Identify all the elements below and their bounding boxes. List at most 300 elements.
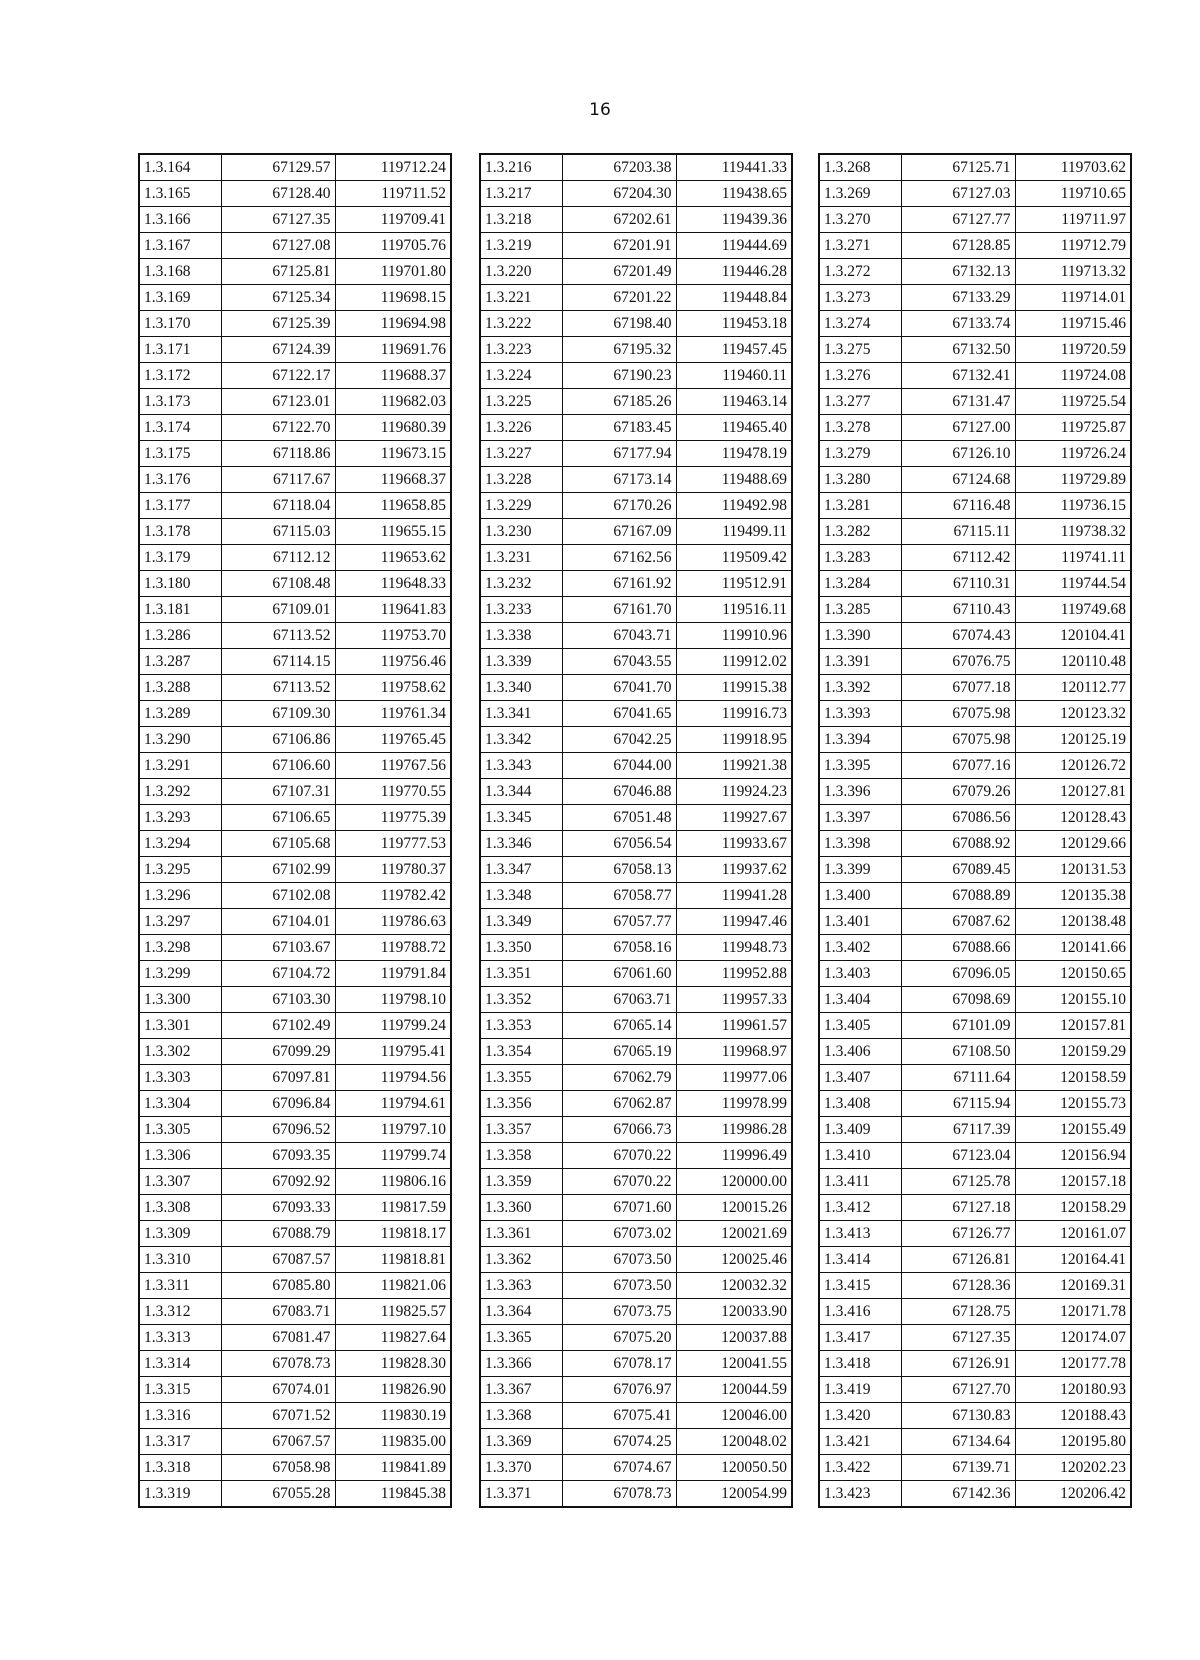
x-coordinate-cell: 67102.99 <box>221 857 335 883</box>
x-coordinate-cell: 67058.13 <box>562 857 676 883</box>
table-row <box>139 1117 451 1143</box>
y-coordinate-cell: 119828.30 <box>335 1351 451 1377</box>
y-coordinate-cell: 119797.10 <box>335 1117 451 1143</box>
y-coordinate-cell: 119444.69 <box>676 233 792 259</box>
x-coordinate-cell: 67074.25 <box>562 1429 676 1455</box>
table-row <box>819 649 1131 675</box>
table-row <box>819 1039 1131 1065</box>
point-id-cell: 1.3.289 <box>139 701 221 727</box>
table-row <box>480 311 792 337</box>
x-coordinate-cell: 67127.00 <box>901 415 1015 441</box>
y-coordinate-cell: 120174.07 <box>1015 1325 1131 1351</box>
table-row <box>480 909 792 935</box>
x-coordinate-cell: 67125.34 <box>221 285 335 311</box>
x-coordinate-cell: 67128.85 <box>901 233 1015 259</box>
table-row <box>819 311 1131 337</box>
y-coordinate-cell: 120158.59 <box>1015 1065 1131 1091</box>
table-row <box>139 909 451 935</box>
table-row <box>480 545 792 571</box>
point-id-cell: 1.3.226 <box>480 415 562 441</box>
y-coordinate-cell: 120128.43 <box>1015 805 1131 831</box>
table-row <box>480 987 792 1013</box>
point-id-cell: 1.3.315 <box>139 1377 221 1403</box>
y-coordinate-cell: 120021.69 <box>676 1221 792 1247</box>
y-coordinate-cell: 119941.28 <box>676 883 792 909</box>
table-row <box>819 1273 1131 1299</box>
point-id-cell: 1.3.304 <box>139 1091 221 1117</box>
y-coordinate-cell: 120188.43 <box>1015 1403 1131 1429</box>
y-coordinate-cell: 119488.69 <box>676 467 792 493</box>
table-row <box>819 805 1131 831</box>
y-coordinate-cell: 119492.98 <box>676 493 792 519</box>
table-row <box>480 935 792 961</box>
point-id-cell: 1.3.216 <box>480 154 562 181</box>
x-coordinate-cell: 67108.48 <box>221 571 335 597</box>
table-row <box>139 181 451 207</box>
point-id-cell: 1.3.170 <box>139 311 221 337</box>
x-coordinate-cell: 67058.16 <box>562 935 676 961</box>
point-id-cell: 1.3.318 <box>139 1455 221 1481</box>
y-coordinate-cell: 120157.18 <box>1015 1169 1131 1195</box>
y-coordinate-cell: 119841.89 <box>335 1455 451 1481</box>
table-row <box>139 961 451 987</box>
table-row <box>139 1403 451 1429</box>
x-coordinate-cell: 67185.26 <box>562 389 676 415</box>
point-id-cell: 1.3.366 <box>480 1351 562 1377</box>
y-coordinate-cell: 120156.94 <box>1015 1143 1131 1169</box>
x-coordinate-cell: 67106.60 <box>221 753 335 779</box>
x-coordinate-cell: 67074.43 <box>901 623 1015 649</box>
table-row <box>480 1039 792 1065</box>
x-coordinate-cell: 67104.01 <box>221 909 335 935</box>
x-coordinate-cell: 67088.79 <box>221 1221 335 1247</box>
point-id-cell: 1.3.164 <box>139 154 221 181</box>
x-coordinate-cell: 67075.98 <box>901 727 1015 753</box>
point-id-cell: 1.3.422 <box>819 1455 901 1481</box>
y-coordinate-cell: 119715.46 <box>1015 311 1131 337</box>
y-coordinate-cell: 119818.81 <box>335 1247 451 1273</box>
x-coordinate-cell: 67126.77 <box>901 1221 1015 1247</box>
y-coordinate-cell: 119653.62 <box>335 545 451 571</box>
y-coordinate-cell: 120171.78 <box>1015 1299 1131 1325</box>
table-row <box>139 675 451 701</box>
x-coordinate-cell: 67134.64 <box>901 1429 1015 1455</box>
point-id-cell: 1.3.294 <box>139 831 221 857</box>
point-id-cell: 1.3.292 <box>139 779 221 805</box>
y-coordinate-cell: 119701.80 <box>335 259 451 285</box>
x-coordinate-cell: 67195.32 <box>562 337 676 363</box>
y-coordinate-cell: 120112.77 <box>1015 675 1131 701</box>
y-coordinate-cell: 120015.26 <box>676 1195 792 1221</box>
table-row <box>819 753 1131 779</box>
point-id-cell: 1.3.231 <box>480 545 562 571</box>
x-coordinate-cell: 67088.89 <box>901 883 1015 909</box>
x-coordinate-cell: 67073.02 <box>562 1221 676 1247</box>
x-coordinate-cell: 67046.88 <box>562 779 676 805</box>
table-row <box>139 1091 451 1117</box>
x-coordinate-cell: 67062.87 <box>562 1091 676 1117</box>
y-coordinate-cell: 119463.14 <box>676 389 792 415</box>
y-coordinate-cell: 119705.76 <box>335 233 451 259</box>
x-coordinate-cell: 67051.48 <box>562 805 676 831</box>
y-coordinate-cell: 120157.81 <box>1015 1013 1131 1039</box>
point-id-cell: 1.3.168 <box>139 259 221 285</box>
x-coordinate-cell: 67115.94 <box>901 1091 1015 1117</box>
x-coordinate-cell: 67074.67 <box>562 1455 676 1481</box>
point-id-cell: 1.3.364 <box>480 1299 562 1325</box>
x-coordinate-cell: 67085.80 <box>221 1273 335 1299</box>
y-coordinate-cell: 119509.42 <box>676 545 792 571</box>
point-id-cell: 1.3.345 <box>480 805 562 831</box>
point-id-cell: 1.3.360 <box>480 1195 562 1221</box>
x-coordinate-cell: 67128.40 <box>221 181 335 207</box>
point-id-cell: 1.3.357 <box>480 1117 562 1143</box>
y-coordinate-cell: 119912.02 <box>676 649 792 675</box>
x-coordinate-cell: 67073.50 <box>562 1247 676 1273</box>
x-coordinate-cell: 67097.81 <box>221 1065 335 1091</box>
x-coordinate-cell: 67104.72 <box>221 961 335 987</box>
point-id-cell: 1.3.342 <box>480 727 562 753</box>
y-coordinate-cell: 120054.99 <box>676 1481 792 1508</box>
point-id-cell: 1.3.224 <box>480 363 562 389</box>
x-coordinate-cell: 67112.42 <box>901 545 1015 571</box>
y-coordinate-cell: 119698.15 <box>335 285 451 311</box>
point-id-cell: 1.3.398 <box>819 831 901 857</box>
table-row <box>480 1091 792 1117</box>
y-coordinate-cell: 119725.87 <box>1015 415 1131 441</box>
point-id-cell: 1.3.338 <box>480 623 562 649</box>
point-id-cell: 1.3.268 <box>819 154 901 181</box>
table-row <box>480 1117 792 1143</box>
y-coordinate-cell: 119795.41 <box>335 1039 451 1065</box>
point-id-cell: 1.3.339 <box>480 649 562 675</box>
point-id-cell: 1.3.407 <box>819 1065 901 1091</box>
y-coordinate-cell: 120000.00 <box>676 1169 792 1195</box>
point-id-cell: 1.3.228 <box>480 467 562 493</box>
table-row <box>139 389 451 415</box>
point-id-cell: 1.3.351 <box>480 961 562 987</box>
table-row <box>819 415 1131 441</box>
x-coordinate-cell: 67112.12 <box>221 545 335 571</box>
table-row <box>139 831 451 857</box>
x-coordinate-cell: 67077.16 <box>901 753 1015 779</box>
point-id-cell: 1.3.313 <box>139 1325 221 1351</box>
table-row <box>480 1325 792 1351</box>
table-row <box>480 415 792 441</box>
x-coordinate-cell: 67041.65 <box>562 701 676 727</box>
x-coordinate-cell: 67070.22 <box>562 1143 676 1169</box>
x-coordinate-cell: 67098.69 <box>901 987 1015 1013</box>
x-coordinate-cell: 67076.75 <box>901 649 1015 675</box>
table-row <box>480 154 792 181</box>
x-coordinate-cell: 67161.70 <box>562 597 676 623</box>
x-coordinate-cell: 67096.84 <box>221 1091 335 1117</box>
y-coordinate-cell: 119712.24 <box>335 154 451 181</box>
table-row <box>480 961 792 987</box>
y-coordinate-cell: 119927.67 <box>676 805 792 831</box>
x-coordinate-cell: 67077.18 <box>901 675 1015 701</box>
point-id-cell: 1.3.181 <box>139 597 221 623</box>
y-coordinate-cell: 119658.85 <box>335 493 451 519</box>
point-id-cell: 1.3.416 <box>819 1299 901 1325</box>
point-id-cell: 1.3.269 <box>819 181 901 207</box>
y-coordinate-cell: 120177.78 <box>1015 1351 1131 1377</box>
point-id-cell: 1.3.350 <box>480 935 562 961</box>
y-coordinate-cell: 120126.72 <box>1015 753 1131 779</box>
y-coordinate-cell: 120138.48 <box>1015 909 1131 935</box>
point-id-cell: 1.3.217 <box>480 181 562 207</box>
y-coordinate-cell: 119977.06 <box>676 1065 792 1091</box>
point-id-cell: 1.3.171 <box>139 337 221 363</box>
point-id-cell: 1.3.230 <box>480 519 562 545</box>
table-row <box>819 1013 1131 1039</box>
table-row <box>819 233 1131 259</box>
point-id-cell: 1.3.405 <box>819 1013 901 1039</box>
point-id-cell: 1.3.348 <box>480 883 562 909</box>
x-coordinate-cell: 67123.04 <box>901 1143 1015 1169</box>
table-row <box>139 779 451 805</box>
table-row <box>819 987 1131 1013</box>
table-row <box>819 727 1131 753</box>
x-coordinate-cell: 67087.57 <box>221 1247 335 1273</box>
table-row <box>819 467 1131 493</box>
table-row <box>139 1221 451 1247</box>
y-coordinate-cell: 120044.59 <box>676 1377 792 1403</box>
point-id-cell: 1.3.319 <box>139 1481 221 1508</box>
point-id-cell: 1.3.314 <box>139 1351 221 1377</box>
point-id-cell: 1.3.290 <box>139 727 221 753</box>
table-row <box>139 935 451 961</box>
point-id-cell: 1.3.307 <box>139 1169 221 1195</box>
x-coordinate-cell: 67087.62 <box>901 909 1015 935</box>
point-id-cell: 1.3.272 <box>819 259 901 285</box>
y-coordinate-cell: 119741.11 <box>1015 545 1131 571</box>
x-coordinate-cell: 67110.31 <box>901 571 1015 597</box>
x-coordinate-cell: 67073.50 <box>562 1273 676 1299</box>
y-coordinate-cell: 119826.90 <box>335 1377 451 1403</box>
y-coordinate-cell: 120104.41 <box>1015 623 1131 649</box>
table-row <box>480 805 792 831</box>
table-row <box>819 1247 1131 1273</box>
y-coordinate-cell: 119916.73 <box>676 701 792 727</box>
point-id-cell: 1.3.284 <box>819 571 901 597</box>
x-coordinate-cell: 67127.35 <box>221 207 335 233</box>
point-id-cell: 1.3.281 <box>819 493 901 519</box>
point-id-cell: 1.3.346 <box>480 831 562 857</box>
table-row <box>480 1377 792 1403</box>
point-id-cell: 1.3.419 <box>819 1377 901 1403</box>
point-id-cell: 1.3.271 <box>819 233 901 259</box>
y-coordinate-cell: 119818.17 <box>335 1221 451 1247</box>
point-id-cell: 1.3.177 <box>139 493 221 519</box>
y-coordinate-cell: 119761.34 <box>335 701 451 727</box>
y-coordinate-cell: 120129.66 <box>1015 831 1131 857</box>
y-coordinate-cell: 119937.62 <box>676 857 792 883</box>
table-row <box>819 675 1131 701</box>
y-coordinate-cell: 119655.15 <box>335 519 451 545</box>
point-id-cell: 1.3.276 <box>819 363 901 389</box>
table-row <box>139 1273 451 1299</box>
x-coordinate-cell: 67071.52 <box>221 1403 335 1429</box>
table-row <box>480 441 792 467</box>
y-coordinate-cell: 119952.88 <box>676 961 792 987</box>
point-id-cell: 1.3.414 <box>819 1247 901 1273</box>
y-coordinate-cell: 119918.95 <box>676 727 792 753</box>
table-row <box>139 1247 451 1273</box>
y-coordinate-cell: 119744.54 <box>1015 571 1131 597</box>
x-coordinate-cell: 67125.78 <box>901 1169 1015 1195</box>
x-coordinate-cell: 67161.92 <box>562 571 676 597</box>
point-id-cell: 1.3.410 <box>819 1143 901 1169</box>
table-row <box>819 1299 1131 1325</box>
x-coordinate-cell: 67127.08 <box>221 233 335 259</box>
point-id-cell: 1.3.282 <box>819 519 901 545</box>
x-coordinate-cell: 67113.52 <box>221 675 335 701</box>
y-coordinate-cell: 119817.59 <box>335 1195 451 1221</box>
point-id-cell: 1.3.287 <box>139 649 221 675</box>
point-id-cell: 1.3.233 <box>480 597 562 623</box>
x-coordinate-cell: 67111.64 <box>901 1065 1015 1091</box>
x-coordinate-cell: 67107.31 <box>221 779 335 805</box>
y-coordinate-cell: 119791.84 <box>335 961 451 987</box>
y-coordinate-cell: 119720.59 <box>1015 337 1131 363</box>
x-coordinate-cell: 67127.18 <box>901 1195 1015 1221</box>
x-coordinate-cell: 67133.74 <box>901 311 1015 337</box>
y-coordinate-cell: 119788.72 <box>335 935 451 961</box>
point-id-cell: 1.3.169 <box>139 285 221 311</box>
y-coordinate-cell: 119825.57 <box>335 1299 451 1325</box>
point-id-cell: 1.3.295 <box>139 857 221 883</box>
y-coordinate-cell: 119713.32 <box>1015 259 1131 285</box>
x-coordinate-cell: 67132.50 <box>901 337 1015 363</box>
table-row <box>819 1325 1131 1351</box>
y-coordinate-cell: 120032.32 <box>676 1273 792 1299</box>
table-row <box>819 1065 1131 1091</box>
table-row <box>480 1273 792 1299</box>
table-row <box>139 701 451 727</box>
x-coordinate-cell: 67061.60 <box>562 961 676 987</box>
x-coordinate-cell: 67129.57 <box>221 154 335 181</box>
y-coordinate-cell: 119710.65 <box>1015 181 1131 207</box>
table-row <box>139 1143 451 1169</box>
y-coordinate-cell: 119714.01 <box>1015 285 1131 311</box>
y-coordinate-cell: 119777.53 <box>335 831 451 857</box>
x-coordinate-cell: 67132.41 <box>901 363 1015 389</box>
y-coordinate-cell: 119465.40 <box>676 415 792 441</box>
y-coordinate-cell: 120206.42 <box>1015 1481 1131 1508</box>
y-coordinate-cell: 119448.84 <box>676 285 792 311</box>
table-row <box>819 883 1131 909</box>
x-coordinate-cell: 67062.79 <box>562 1065 676 1091</box>
y-coordinate-cell: 120180.93 <box>1015 1377 1131 1403</box>
point-id-cell: 1.3.291 <box>139 753 221 779</box>
point-id-cell: 1.3.223 <box>480 337 562 363</box>
table-row <box>819 519 1131 545</box>
y-coordinate-cell: 119821.06 <box>335 1273 451 1299</box>
x-coordinate-cell: 67063.71 <box>562 987 676 1013</box>
point-id-cell: 1.3.286 <box>139 623 221 649</box>
x-coordinate-cell: 67055.28 <box>221 1481 335 1508</box>
y-coordinate-cell: 120155.10 <box>1015 987 1131 1013</box>
table-row <box>819 571 1131 597</box>
table-row <box>139 337 451 363</box>
table-row <box>819 285 1131 311</box>
y-coordinate-cell: 119758.62 <box>335 675 451 701</box>
x-coordinate-cell: 67108.50 <box>901 1039 1015 1065</box>
x-coordinate-cell: 67198.40 <box>562 311 676 337</box>
point-id-cell: 1.3.368 <box>480 1403 562 1429</box>
point-id-cell: 1.3.420 <box>819 1403 901 1429</box>
table-row <box>139 311 451 337</box>
y-coordinate-cell: 119948.73 <box>676 935 792 961</box>
x-coordinate-cell: 67103.67 <box>221 935 335 961</box>
x-coordinate-cell: 67089.45 <box>901 857 1015 883</box>
y-coordinate-cell: 119709.41 <box>335 207 451 233</box>
y-coordinate-cell: 120135.38 <box>1015 883 1131 909</box>
table-row <box>480 1429 792 1455</box>
point-id-cell: 1.3.270 <box>819 207 901 233</box>
table-row <box>819 337 1131 363</box>
x-coordinate-cell: 67126.81 <box>901 1247 1015 1273</box>
table-row <box>139 1169 451 1195</box>
x-coordinate-cell: 67075.41 <box>562 1403 676 1429</box>
table-row <box>480 181 792 207</box>
point-id-cell: 1.3.362 <box>480 1247 562 1273</box>
table-row <box>480 649 792 675</box>
table-row <box>139 727 451 753</box>
y-coordinate-cell: 120110.48 <box>1015 649 1131 675</box>
x-coordinate-cell: 67183.45 <box>562 415 676 441</box>
table-row <box>819 623 1131 649</box>
y-coordinate-cell: 119439.36 <box>676 207 792 233</box>
y-coordinate-cell: 119794.56 <box>335 1065 451 1091</box>
table-row <box>819 389 1131 415</box>
y-coordinate-cell: 120169.31 <box>1015 1273 1131 1299</box>
x-coordinate-cell: 67042.25 <box>562 727 676 753</box>
page-number: 16 <box>589 100 611 120</box>
table-row <box>819 1429 1131 1455</box>
x-coordinate-cell: 67093.35 <box>221 1143 335 1169</box>
y-coordinate-cell: 119799.24 <box>335 1013 451 1039</box>
point-id-cell: 1.3.297 <box>139 909 221 935</box>
y-coordinate-cell: 119986.28 <box>676 1117 792 1143</box>
y-coordinate-cell: 119996.49 <box>676 1143 792 1169</box>
table-row <box>480 623 792 649</box>
x-coordinate-cell: 67124.68 <box>901 467 1015 493</box>
table-row <box>139 1325 451 1351</box>
table-row <box>819 857 1131 883</box>
point-id-cell: 1.3.301 <box>139 1013 221 1039</box>
x-coordinate-cell: 67117.39 <box>901 1117 1015 1143</box>
x-coordinate-cell: 67128.75 <box>901 1299 1015 1325</box>
y-coordinate-cell: 120159.29 <box>1015 1039 1131 1065</box>
point-id-cell: 1.3.229 <box>480 493 562 519</box>
x-coordinate-cell: 67073.75 <box>562 1299 676 1325</box>
y-coordinate-cell: 120046.00 <box>676 1403 792 1429</box>
point-id-cell: 1.3.300 <box>139 987 221 1013</box>
table-row <box>480 519 792 545</box>
x-coordinate-cell: 67086.56 <box>901 805 1015 831</box>
table-row <box>139 233 451 259</box>
y-coordinate-cell: 119921.38 <box>676 753 792 779</box>
point-id-cell: 1.3.409 <box>819 1117 901 1143</box>
y-coordinate-cell: 120041.55 <box>676 1351 792 1377</box>
x-coordinate-cell: 67105.68 <box>221 831 335 857</box>
x-coordinate-cell: 67065.14 <box>562 1013 676 1039</box>
point-id-cell: 1.3.166 <box>139 207 221 233</box>
table-row <box>139 1455 451 1481</box>
x-coordinate-cell: 67043.55 <box>562 649 676 675</box>
